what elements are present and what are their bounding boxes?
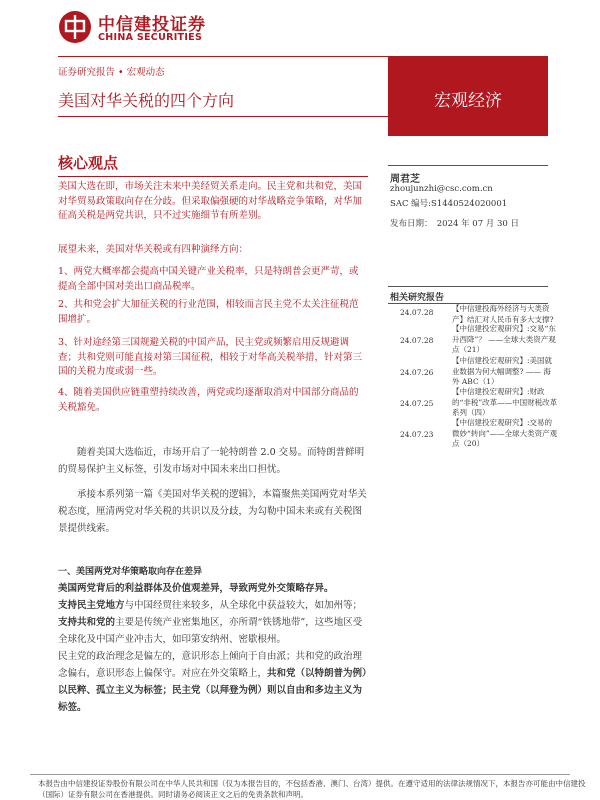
section-paragraph-1 [58, 597, 368, 648]
core-divider [58, 176, 368, 177]
core-item-3: 3、针对途经第三国规避关税的中国产品，民主党或频繁启用反规避调查；共和党则可能直接对第三国征税，相较于对华高关税举措，针对第三国的关税力度或弱一些。 [58, 337, 363, 377]
header-divider [58, 56, 388, 57]
bold-lead: 支持共和党的 [58, 617, 116, 628]
brand-logo-icon [58, 10, 92, 44]
related-report-link[interactable]: 【中信建投海外经济与大类资产】结汇对人民币有多大支撑? [452, 304, 554, 324]
related-divider-top [388, 286, 548, 287]
bold-lead: 支持民主党地方 [58, 600, 125, 611]
section-text: 主要是传统产业密集地区，亦所谓“铁锈地带”，这些地区受全球化及中国产业冲击大，如印第安纳州、密歇根州。 [58, 617, 363, 645]
brand-name-en: CHINA SECURITIES [98, 32, 203, 43]
footer-disclaimer: 本报告由中信建投证券股份有限公司在中华人民共和国（仅为本报告目的，不包括香港、澳门、台湾）提供。在遵守适用的法律法规情况下，本报告亦可能由中信建投（国际）证券有限公司在香港提供。同时请务必阅读正文之后的免责条款和声明。 [38, 779, 586, 799]
analyst-email[interactable]: zhoujunzhi@csc.com.cn [390, 184, 493, 194]
brand-logo [58, 8, 258, 48]
related-date: 24.07.23 [400, 430, 434, 439]
related-heading: 相关研究报告 [390, 293, 445, 303]
section-key-point: 美国两党背后的利益群体及价值观差异，导致两党外交策略存异。 [58, 583, 334, 594]
title-divider [58, 116, 388, 117]
core-paragraph-1: 美国大选在即，市场关注未来中美经贸关系走向。民主党和共和党，美国对华贸易政策取向存在分歧。但采取偏强硬的对华战略竞争策略，对华加征高关税是两党共识，只不过实施细节有所差别。 [58, 181, 363, 221]
analyst-divider [388, 165, 548, 166]
report-type: 证券研究报告 • 宏观动态 [58, 67, 165, 78]
report-title: 美国对华关税的四个方向 [58, 91, 235, 110]
section-text: 与中国经贸往来较多，从全球化中获益较大，如加州等； [124, 600, 363, 611]
core-item-1: 1、两党大概率都会提高中国关键产业关税率，只是特朗普会更严苛，或提高全部中国对美出口商品税率。 [58, 266, 359, 292]
related-date: 24.07.25 [400, 399, 434, 408]
related-date: 24.07.28 [400, 308, 434, 317]
brand-name-cn: 中信建投证券 [98, 15, 206, 35]
section-body [58, 580, 368, 716]
related-report-link[interactable]: 【中信建投宏观研究】:美国就业数据为何大幅调整? —— 海外 ABC（1） [452, 356, 553, 386]
core-heading: 核心观点 [58, 154, 119, 172]
footer-divider [30, 774, 570, 775]
section-title: 一、美国两党对华策略取向存在差异 [58, 567, 203, 577]
related-date: 24.07.26 [400, 368, 434, 377]
publish-date: 发布日期： 2024 年 07 月 30 日 [390, 219, 520, 229]
core-item-2: 2、共和党会扩大加征关税的行业范围，相较而言民主党不太关注征税范围增扩。 [58, 299, 359, 325]
related-report-link[interactable]: 【中信建投宏观研究】:交易“东升西降”？ ——全球大类资产观点（21） [452, 324, 556, 354]
analyst-sac-id: SAC 编号:S1440524020001 [390, 199, 508, 209]
category-label: 宏观经济 [434, 91, 502, 111]
body-paragraph-2: 承接本系列第一篇《美国对华关税的逻辑》，本篇聚焦美国两党对华关税态度，厘清两党对华关税的共识以及分歧，为勾勒中国未来或有关税图景提供线索。 [58, 489, 367, 534]
analyst-name: 周君芝 [390, 174, 420, 185]
body-paragraph-1: 随着美国大选临近，市场开启了一轮特朗普 2.0 交易。而特朗普鲜明的贸易保护主义标签，引发市场对中国未来出口担忧。 [58, 447, 365, 475]
core-item-4: 4、随着美国供应链重塑持续改善，两党或均逐渐取消对中国部分商品的关税豁免。 [58, 387, 359, 413]
core-paragraph-2: 展望未来，美国对华关税或有四种演绎方向： [58, 244, 249, 255]
related-date: 24.07.28 [400, 336, 434, 345]
section-paragraph-2 [58, 648, 368, 716]
related-report-link[interactable]: 【中信建投宏观研究】:财政的“非税”改革——中国财税改革系列（四） [452, 387, 558, 417]
related-report-link[interactable]: 【中信建投宏观研究】:交易的微妙“转向”——全球大类资产观点（20） [452, 418, 558, 448]
section-text: 民主党的政治理念是偏左的，意识形态上倾向于自由派；共和党的政治理念偏右，意识形态上偏保守。对应在外交策略上， [58, 651, 363, 679]
bold-conclusion: 共和党（以特朗普为例）以民粹、孤立主义为标签；民主党（以拜登为例）则以自由和多边主义为标签。 [58, 668, 367, 713]
